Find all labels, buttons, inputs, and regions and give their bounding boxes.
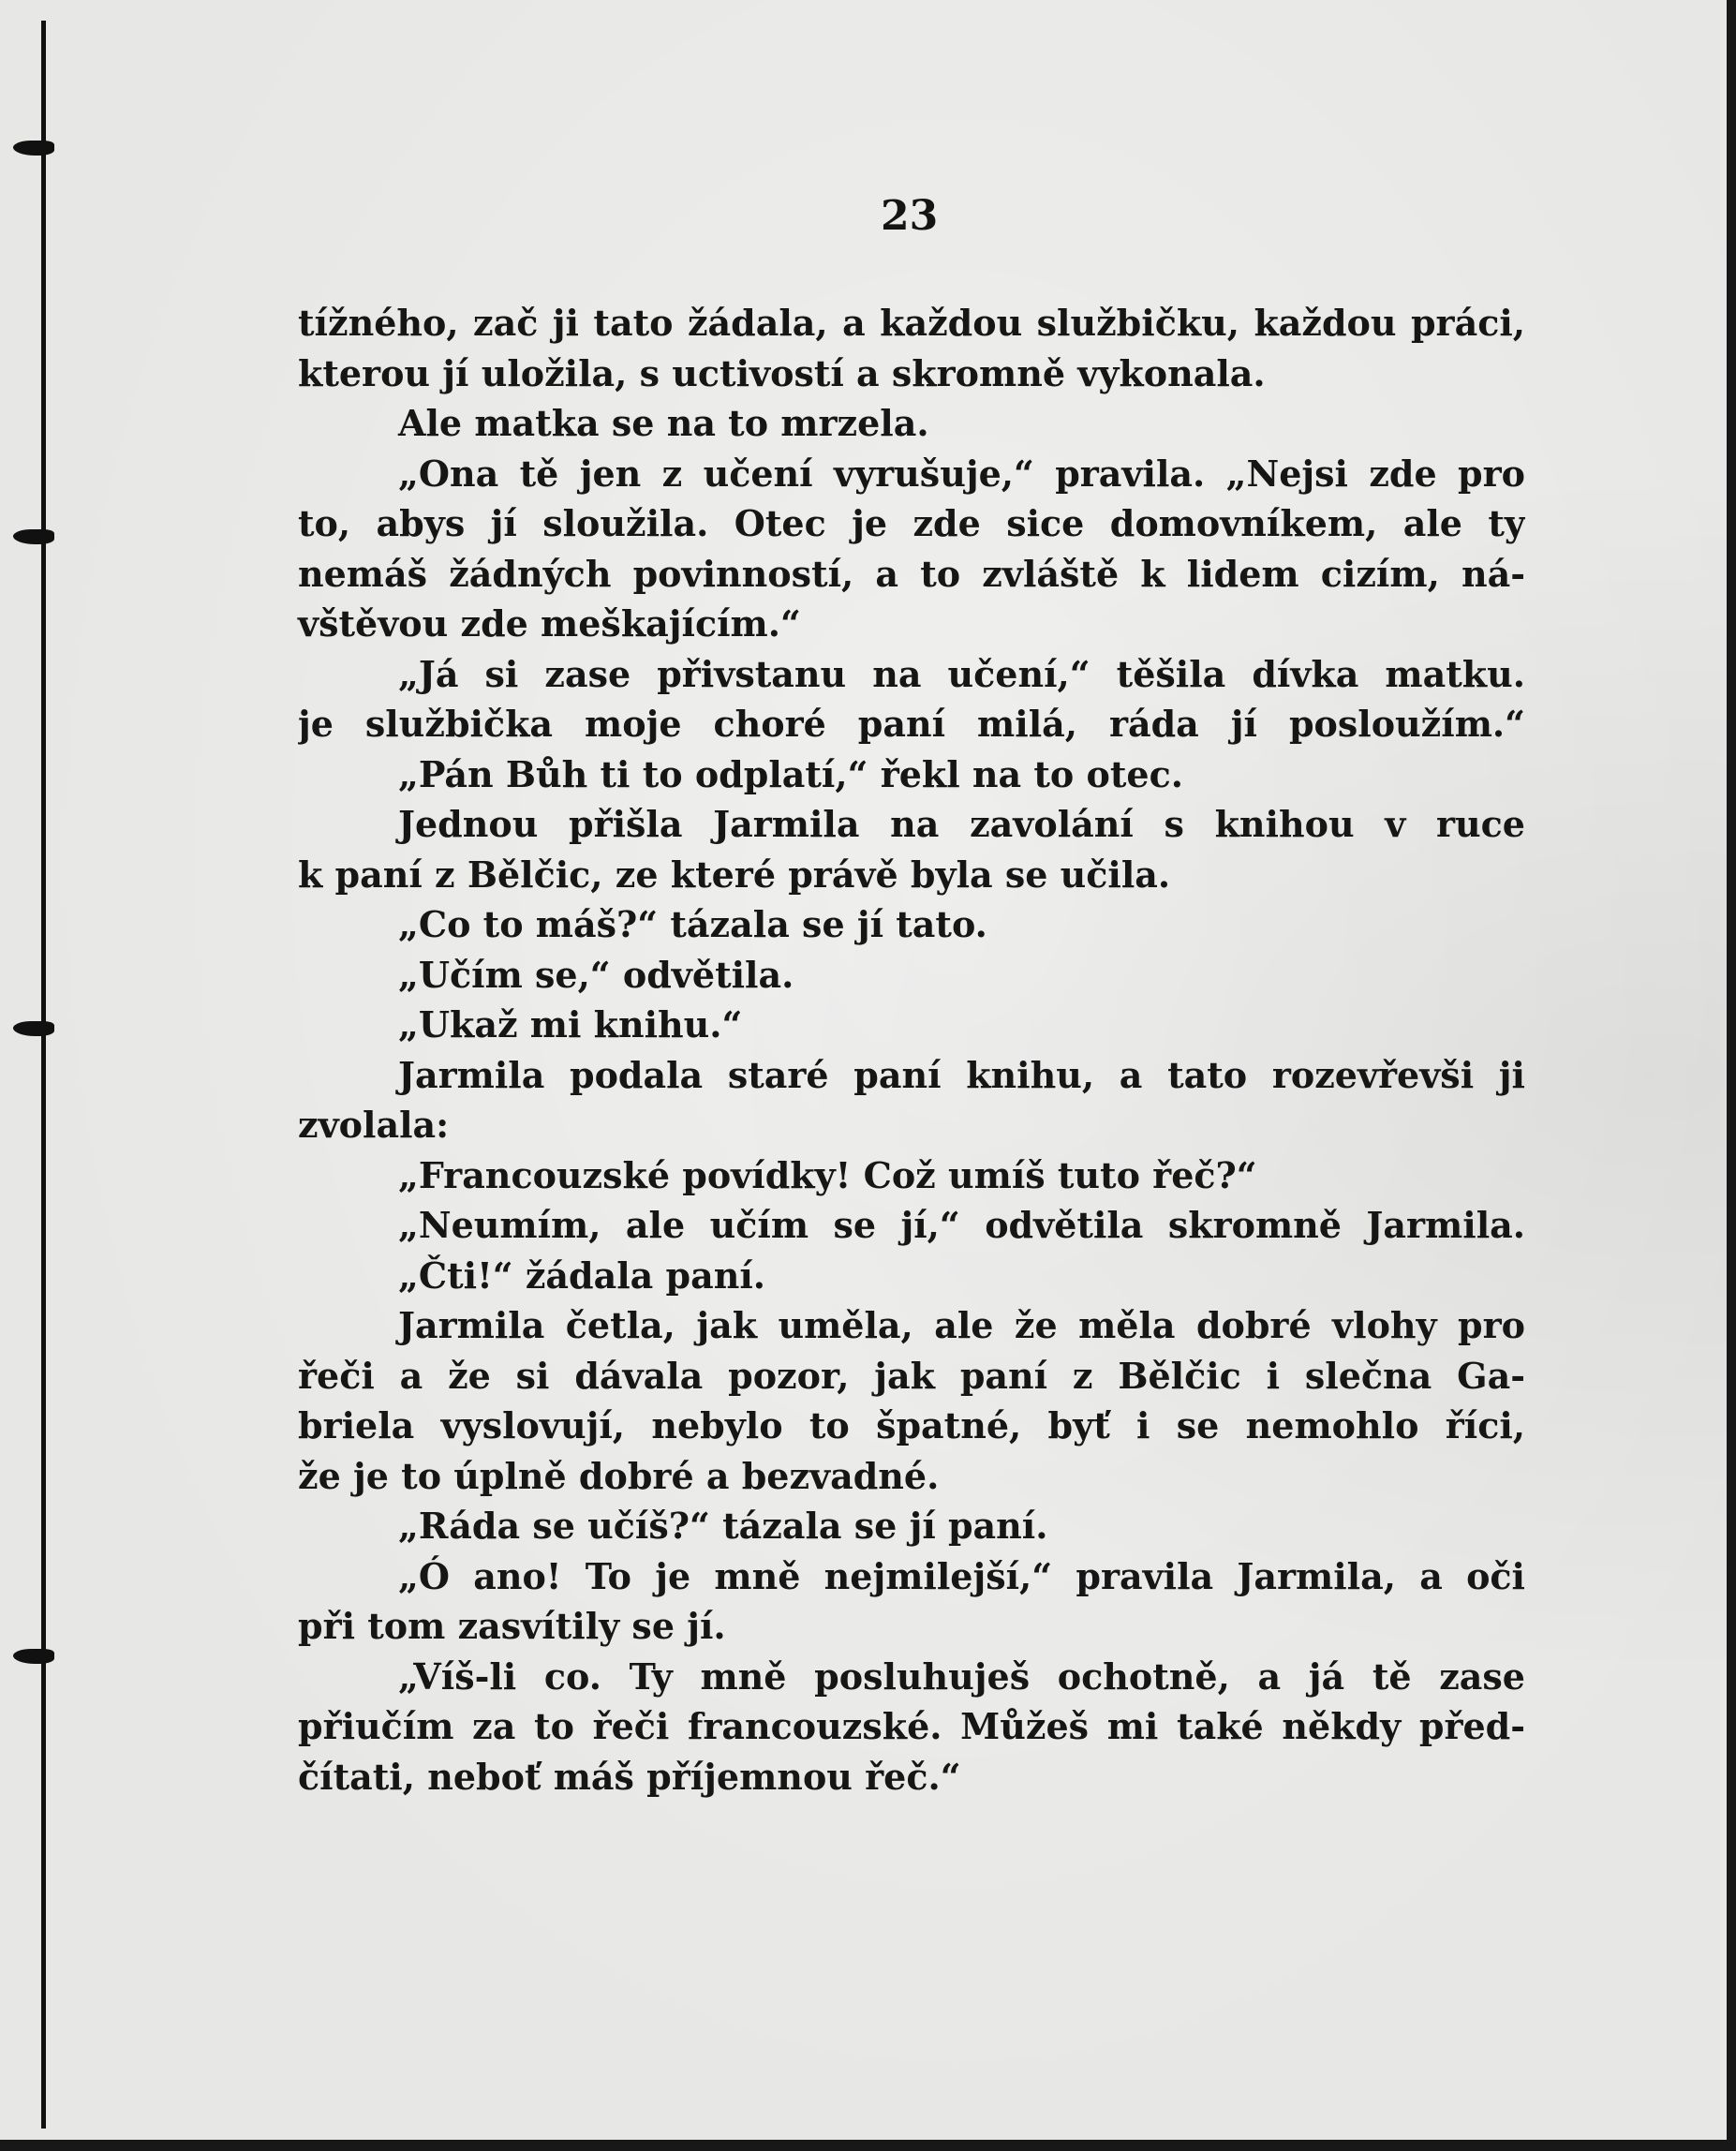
text-line: Ale matka se na to mrzela.	[398, 402, 929, 444]
text-line: „Ó ano! To je mně nejmilejší,“ pravila Jarmila, a oči	[398, 1554, 1525, 1597]
text-line: „Pán Bůh ti to odplatí,“ řekl na to otec.	[398, 752, 1183, 795]
text-line: Jarmila četla, jak uměla, ale že měla dobré vlohy pro	[398, 1304, 1525, 1346]
text-line: „Já si zase přivstanu na učení,“ těšila dívka matku.	[398, 652, 1525, 695]
text-line: „Francouzské povídky! Což umíš tuto řeč?“	[398, 1153, 1257, 1196]
text-line: při tom zasvítily se jí.	[298, 1605, 726, 1647]
binding-stitch	[13, 1021, 54, 1036]
text-line: to, abys jí sloužila. Otec je zde sice domovníkem, ale ty	[298, 502, 1525, 544]
text-line: přiučím za to řeči francouzské. Můžeš mi také někdy před-	[298, 1705, 1525, 1747]
text-line: řeči a že si dávala pozor, jak paní z Bělčic i slečna Ga-	[298, 1354, 1525, 1397]
page-number: 23	[881, 192, 939, 240]
text-line: nemáš žádných povinností, a to zvláště k lidem cizím, ná-	[298, 552, 1525, 595]
text-line: „Ráda se učíš?“ tázala se jí paní.	[398, 1505, 1048, 1547]
text-line: „Čti!“ žádala paní.	[398, 1254, 766, 1297]
text-line: k paní z Bělčic, ze které právě byla se učila.	[298, 853, 1171, 896]
text-line: „Co to máš?“ tázala se jí tato.	[398, 903, 987, 945]
text-line: tížného, zač ji tato žádala, a každou službičku, každou práci,	[298, 302, 1525, 344]
text-line: je službička moje choré paní milá, ráda jí posloužím.“	[298, 703, 1525, 745]
binding-stitch	[13, 141, 54, 156]
page-edge-right	[1727, 0, 1736, 2151]
text-line: briela vyslovují, nebylo to špatné, byť i se nemohlo říci,	[298, 1404, 1525, 1446]
text-line: „Neumím, ale učím se jí,“ odvětila skromně Jarmila.	[398, 1204, 1525, 1246]
text-line: „Ukaž mi knihu.“	[398, 1003, 743, 1046]
text-line: „Víš-li co. Ty mně posluhuješ ochotně, a já tě zase	[398, 1654, 1525, 1698]
body-text	[298, 298, 1525, 1802]
binding-edge	[41, 21, 46, 2129]
page-edge-bottom	[0, 2140, 1736, 2151]
text-line: Jarmila podala staré paní knihu, a tato rozevřevši ji	[398, 1053, 1525, 1096]
text-line: čítati, neboť máš příjemnou řeč.“	[298, 1755, 961, 1798]
text-line: vštěvou zde meškajícím.“	[298, 602, 801, 645]
text-line: „Učím se,“ odvětila.	[398, 953, 794, 996]
binding-stitch	[13, 1649, 54, 1664]
text-line: zvolala:	[298, 1104, 450, 1146]
binding-stitch	[13, 529, 54, 544]
text-line: „Ona tě jen z učení vyrušuje,“ pravila. „Nejsi zde pro	[398, 452, 1525, 495]
text-line: že je to úplně dobré a bezvadné.	[298, 1454, 940, 1497]
text-line: Jednou přišla Jarmila na zavolání s knihou v ruce	[398, 803, 1525, 845]
text-line: kterou jí uložila, s uctivostí a skromně vykonala.	[298, 351, 1266, 394]
